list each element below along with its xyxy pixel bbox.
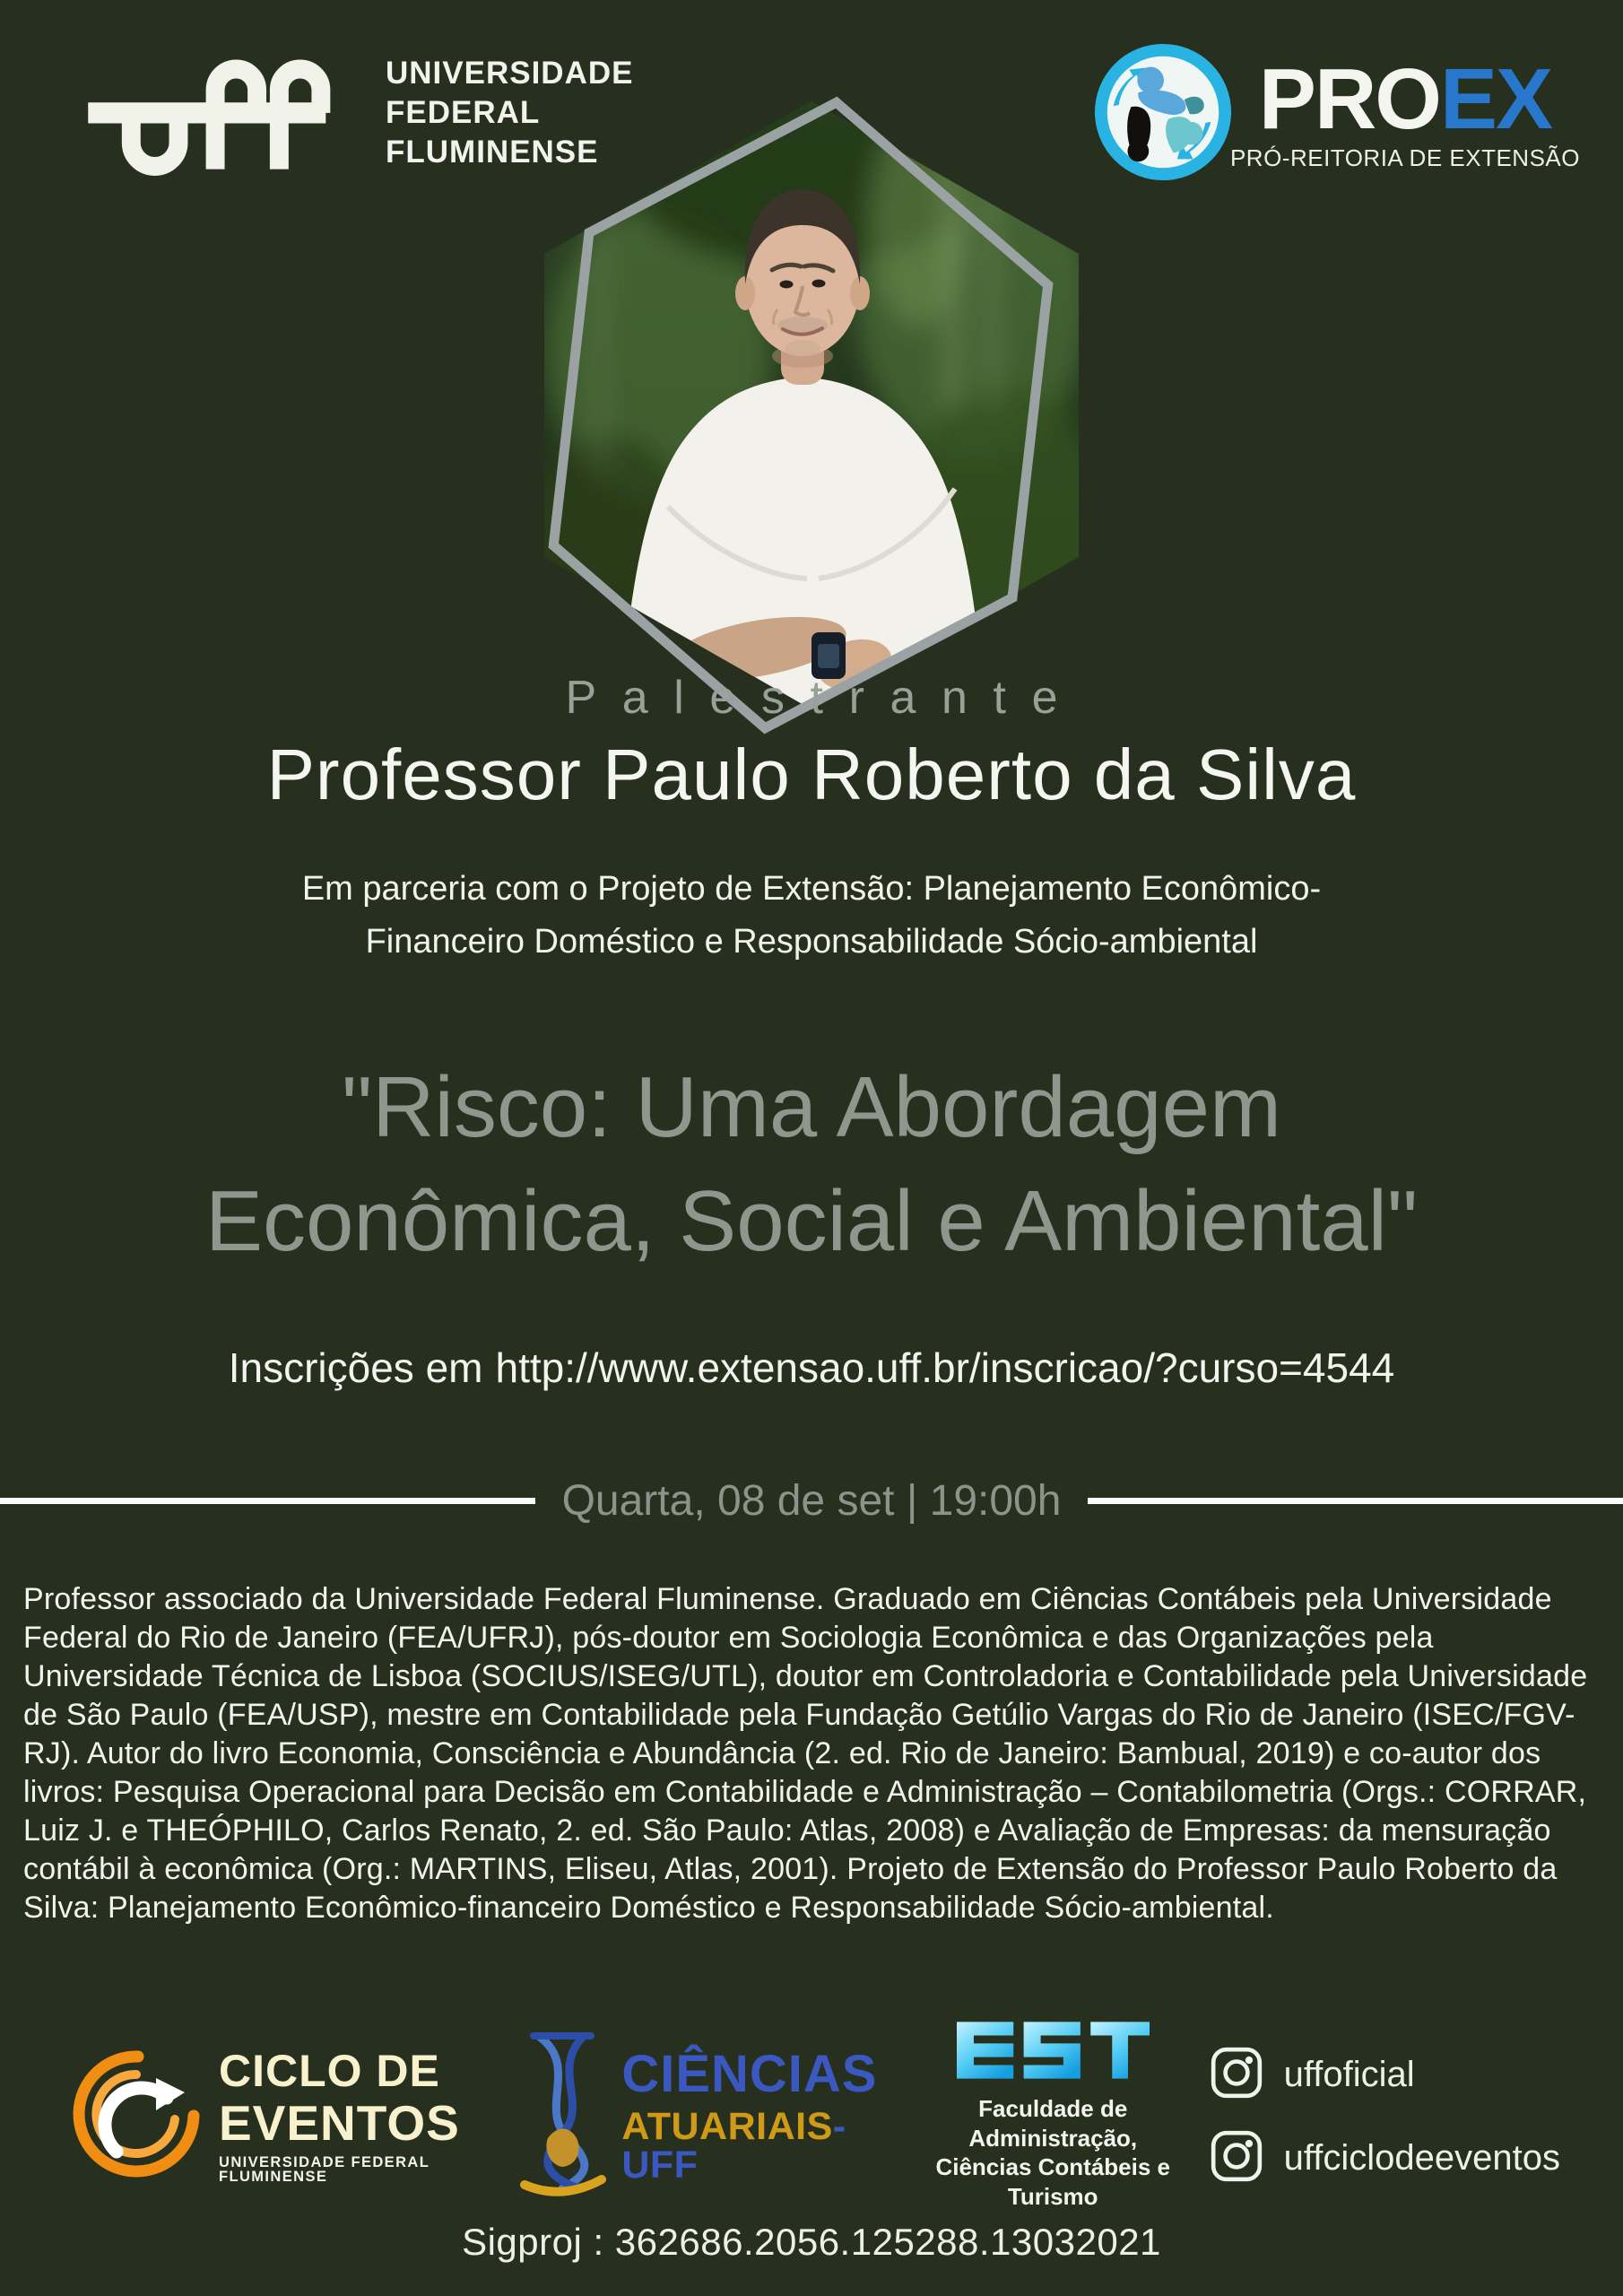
- ciclo-de-eventos-logo: [63, 2042, 514, 2190]
- divider-line-left: [0, 1498, 535, 1504]
- divider-line-right: [1088, 1498, 1623, 1504]
- proex-logo-icon: [1092, 41, 1234, 187]
- speaker-photo-hexagon: [534, 85, 1089, 726]
- kicker-palestrante: Palestrante: [565, 672, 1084, 724]
- est-caption-line-1: Faculdade de Administração,: [968, 2095, 1138, 2152]
- ciclo-title-1: CICLO DE: [219, 2045, 440, 2096]
- registration-label: Inscrições em: [228, 1344, 483, 1391]
- uff-line-3: FLUMINENSE: [386, 134, 599, 170]
- registration-url-link[interactable]: http://www.extensao.uff.br/inscricao/?curso=4544: [495, 1344, 1395, 1391]
- est-caption-line-2: Ciências Contábeis e Turismo: [935, 2153, 1170, 2210]
- proex-word-ex: EX: [1439, 51, 1552, 147]
- hourglass-icon: [514, 2029, 607, 2204]
- partner-logos-row: [0, 2029, 1623, 2210]
- est-logo-icon: [957, 2022, 1150, 2083]
- talk-title: "Risco: Uma Abordagem Econômica, Social e Ambiental": [204, 1059, 1419, 1269]
- instagram-icon: [1209, 2045, 1264, 2105]
- date-divider: [0, 1462, 1623, 1539]
- ciclo-title-2: EVENTOS: [219, 2094, 460, 2151]
- ciclo-subtitle: UNIVERSIDADE FEDERAL FLUMINENSE: [219, 2153, 430, 2185]
- event-datetime: Quarta, 08 de set | 19:00h: [561, 1476, 1062, 1525]
- ciencias-atuariais-logo: [514, 2029, 897, 2204]
- proex-word-pro: PRO: [1258, 51, 1440, 147]
- instagram-icon: [1209, 2128, 1264, 2188]
- speaker-name: Professor Paulo Roberto da Silva: [266, 735, 1357, 814]
- instagram-handle: uffciclodeeventos: [1283, 2137, 1560, 2178]
- ciencias-atuariais-text: [621, 2044, 897, 2187]
- instagram-row-uffoficial[interactable]: [1209, 2045, 1560, 2105]
- speaker-bio: Professor associado da Universidade Federal Fluminense. Graduado em Ciências Contábeis pela Universidade Federal do Rio de Janeiro (FEA/UFRJ), pós-doutor em Sociologia Econômica e das Organizações pela Universidade Técnica de Lisboa (SOCIUS/ISEG/UTL), doutor em Controladoria e Contabilidade pela Universidade de São Paulo (FEA/USP), mestre em Contabilidade pela Fundação Getúlio Vargas do Rio de Janeiro (ISEC/FGV-RJ). Autor do livro Economia, Consciência e Abundância (2. ed. Rio de Janeiro: Bambual, 2019) e co-autor dos livros: Pesquisa Operacional para Decisão em Contabilidade e Administração – Contabilometria (Orgs.: CORRAR, Luiz J. e THEÓPHILO, Carlos Renato, 2. ed. São Paulo: Atlas, 2008) e Avaliação de Empresas: da mensuração contábil à econômica (Org.: MARTINS, Eliseu, Atlas, 2001). Projeto de Extensão do Professor Paulo Roberto da Silva: Planejamento Econômico-financeiro Doméstico e Responsabilidade Sócio-ambiental.: [23, 1582, 1588, 1925]
- instagram-row-uffciclodeeventos[interactable]: [1209, 2128, 1560, 2188]
- proex-wordmark: [1258, 51, 1552, 147]
- uff-line-1: UNIVERSIDADE: [386, 56, 634, 91]
- instagram-handles: [1209, 2045, 1560, 2188]
- sigproj-code: Sigproj : 362686.2056.125288.13032021: [462, 2221, 1161, 2263]
- atuariais-word-2: ATUARIAIS-UFF: [621, 2104, 846, 2187]
- est-faculdade-logo: [898, 2022, 1209, 2211]
- ciclo-de-eventos-text: [219, 2045, 514, 2185]
- proex-logo-text: [1229, 51, 1580, 172]
- est-caption: [898, 2094, 1209, 2211]
- ciclo-de-eventos-icon: [63, 2042, 206, 2190]
- uff-line-2: FEDERAL: [386, 95, 541, 131]
- atuariais-word-1: CIÊNCIAS: [621, 2044, 878, 2103]
- speaker-photo: [520, 85, 1103, 726]
- registration-line: [0, 1344, 1623, 1392]
- proex-subtitle: PRÓ-REITORIA DE EXTENSÃO: [1229, 144, 1580, 171]
- uff-logo-icon: [54, 41, 359, 185]
- partnership-text: Em parceria com o Projeto de Extensão: Planejamento Econômico-Financeiro Doméstico e Responsabilidade Sócio-ambiental: [301, 870, 1322, 961]
- proex-logo: [1092, 41, 1580, 187]
- instagram-handle: uffoficial: [1283, 2054, 1415, 2094]
